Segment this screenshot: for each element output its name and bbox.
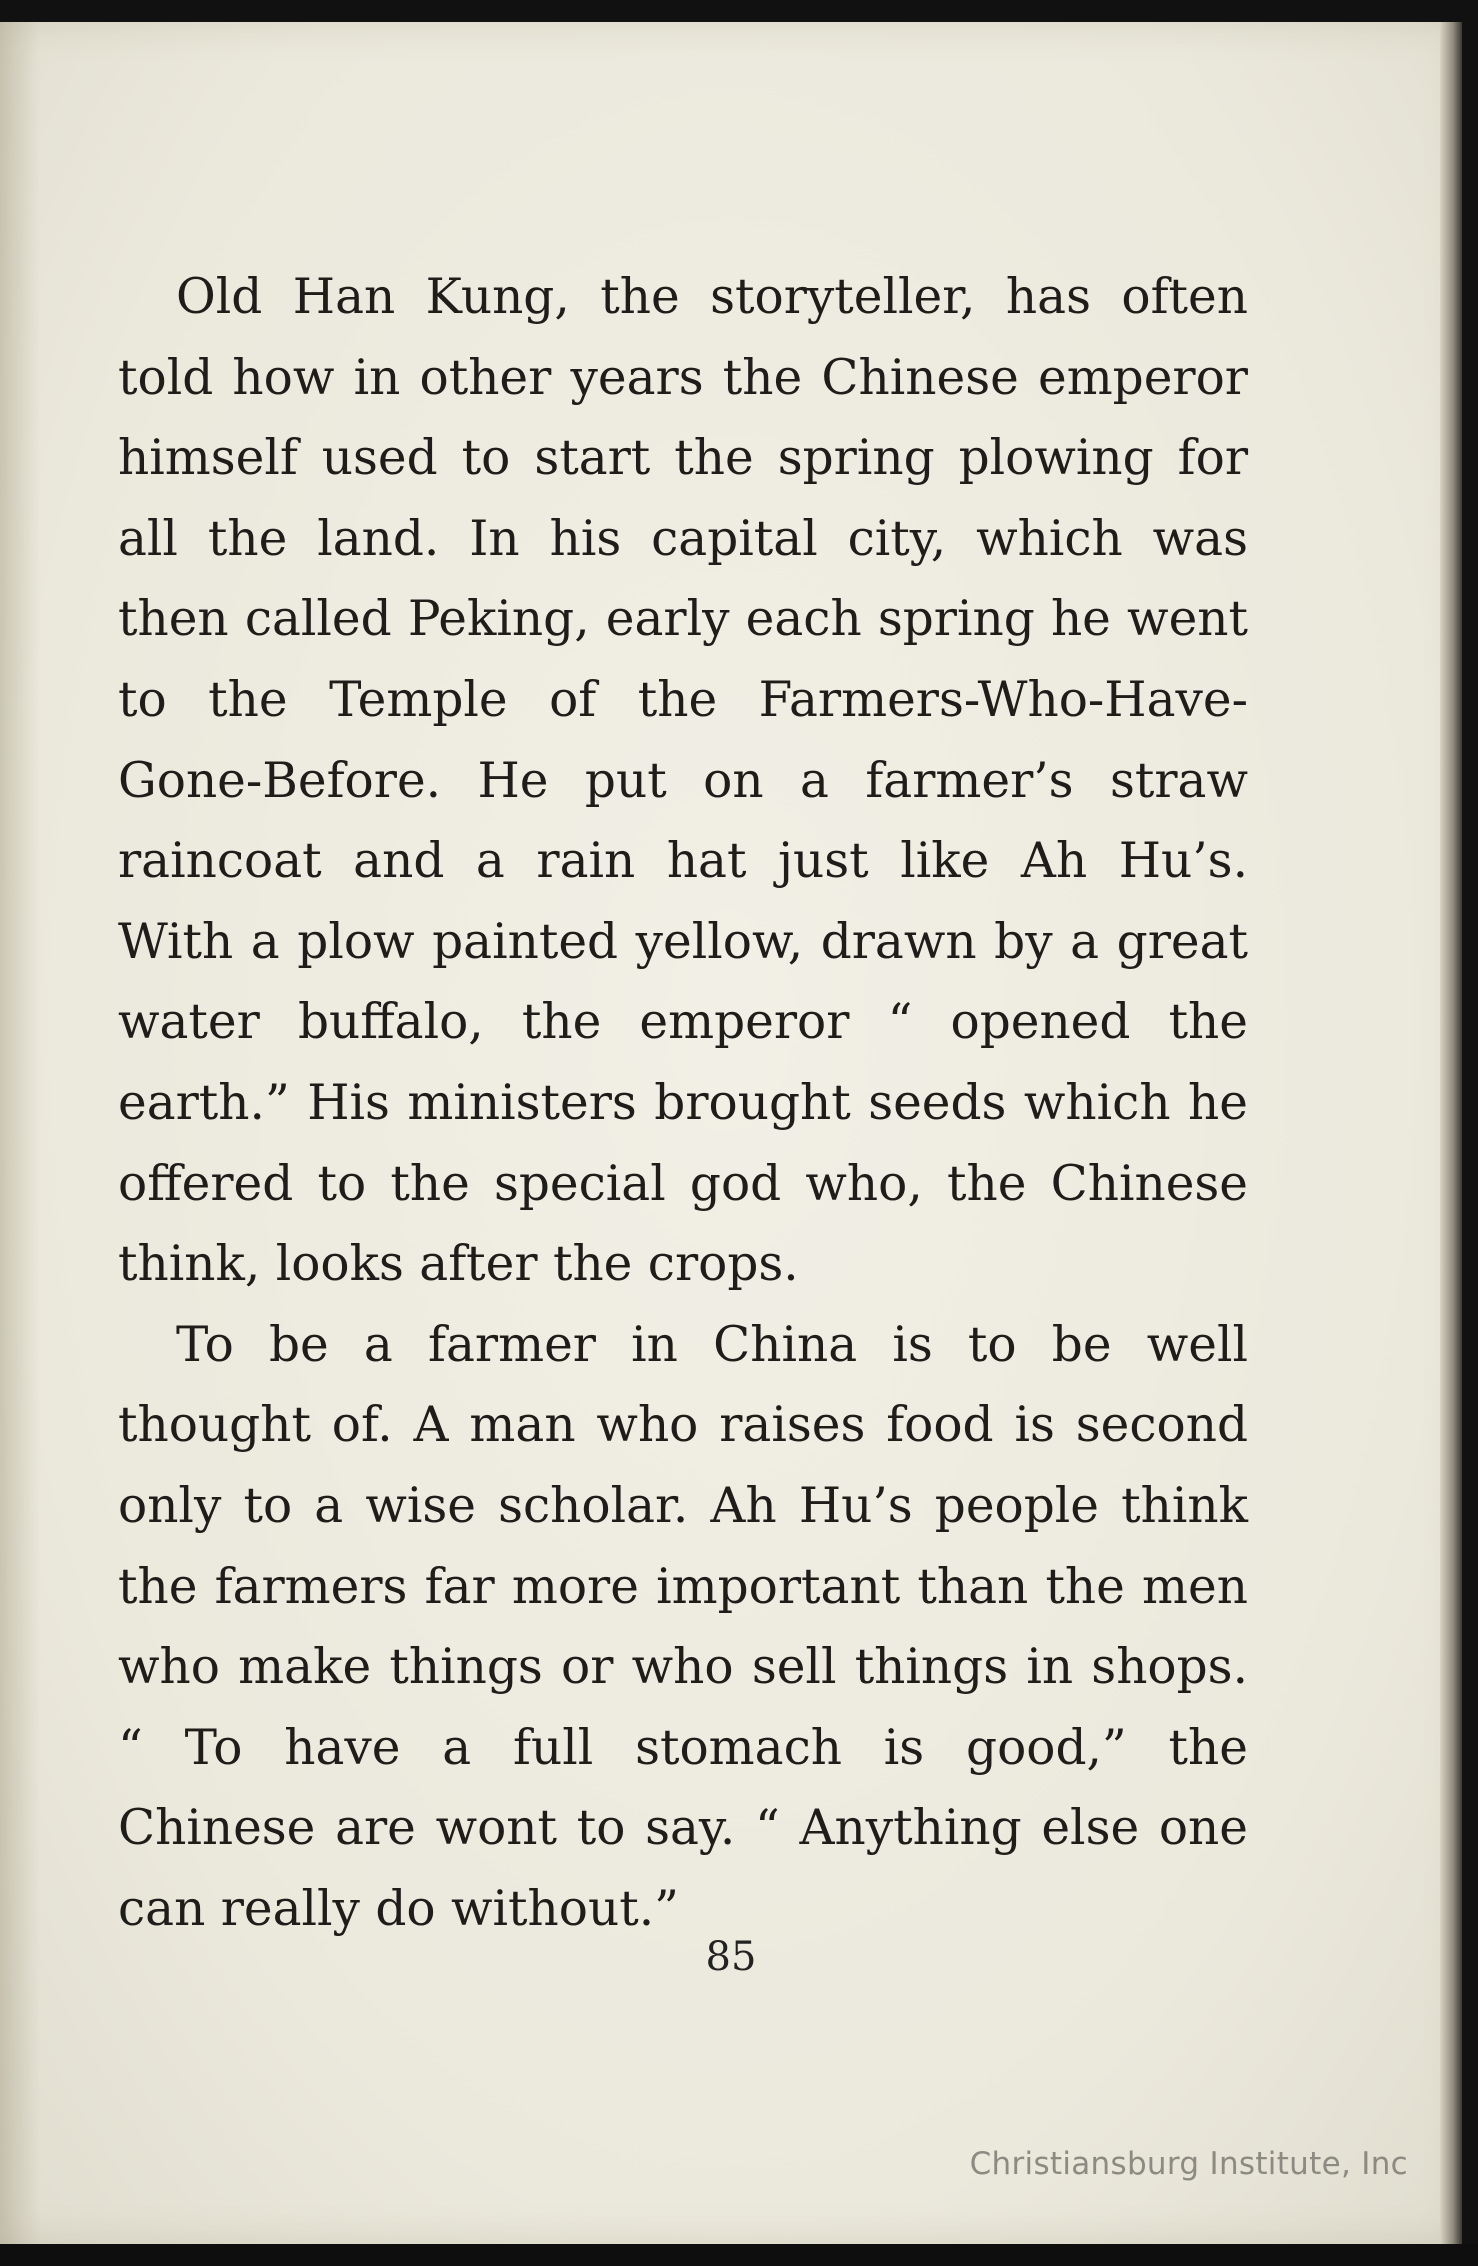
page-edge <box>1440 22 1462 2244</box>
paragraph-2: To be a farmer in China is to be well thought of. A man who raises food is second only to a wise scholar. Ah Hu’s people think the farmers far more important than the men who make things or who sell things in shops. “ To have a full stomach is good,” the Chinese are wont to say. “ Anything else one can really do without.” <box>118 1316 1248 1937</box>
body-text <box>118 257 1248 1949</box>
gutter-shadow <box>0 22 40 2244</box>
watermark-text: Christiansburg Institute, Inc <box>969 2146 1408 2182</box>
page-number: 85 <box>705 1934 757 1980</box>
paragraph-1: Old Han Kung, the storyteller, has often told how in other years the Chinese emperor himself used to start the spring plowing for all the land. In his capital city, which was then called Peking, early each spring he went to the Temple of the Farmers-Who-Have-Gone-Before. He put on a farmer’s straw raincoat and a rain hat just like Ah Hu’s. With a plow painted yellow, drawn by a great water buffalo, the emperor “ opened the earth.” His ministers brought seeds which he offered to the special god who, the Chinese think, looks after the crops. <box>118 269 1248 1293</box>
scan-border <box>0 2244 1478 2266</box>
paper-sheet <box>0 22 1462 2244</box>
